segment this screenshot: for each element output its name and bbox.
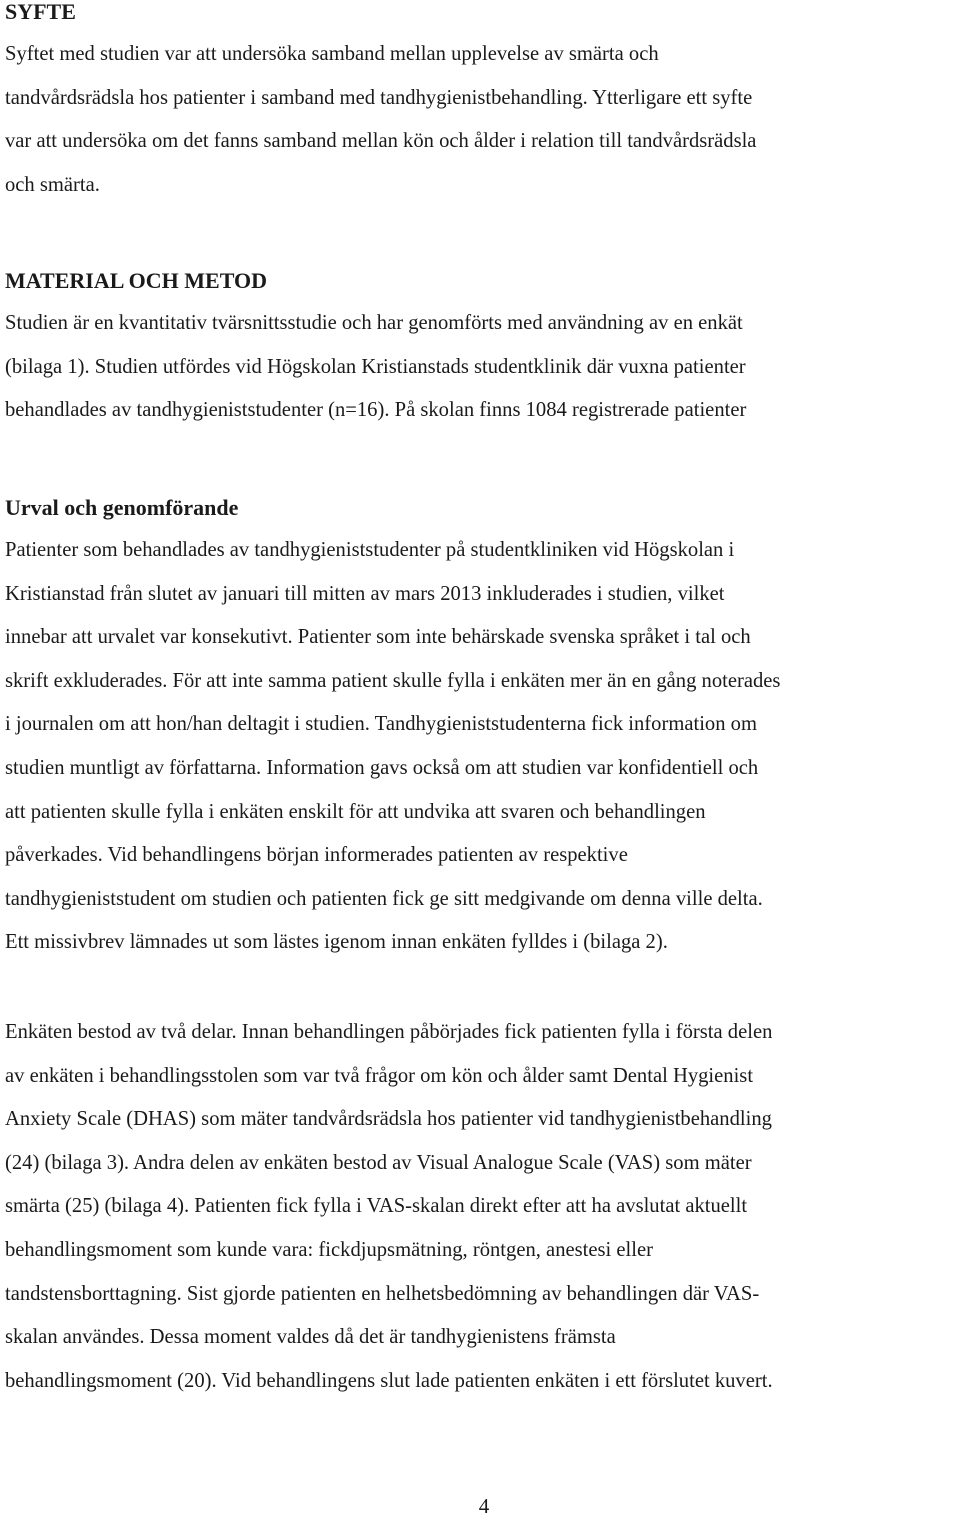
page-number: 4 bbox=[478, 1494, 490, 1518]
text-line: innebar att urvalet var konsekutivt. Patienter som inte behärskade svenska språket i tal och bbox=[5, 626, 751, 649]
text-line: behandlades av tandhygieniststudenter (n=16). På skolan finns 1084 registrerade patienter bbox=[5, 399, 747, 422]
text-line: Enkäten bestod av två delar. Innan behandlingen påbörjades fick patienten fylla i första delen bbox=[5, 1021, 773, 1043]
text-line: behandlingsmoment som kunde vara: fickdjupsmätning, röntgen, anestesi eller bbox=[5, 1238, 653, 1261]
text-line: av enkäten i behandlingsstolen som var två frågor om kön och ålder samt Dental Hygienist bbox=[5, 1064, 754, 1087]
paragraph-enkaten bbox=[5, 1011, 773, 1403]
text-line: skalan användes. Dessa moment valdes då det är tandhygienistens främsta bbox=[5, 1326, 616, 1349]
heading-urval-och-genomforande: Urval och genomförande bbox=[5, 495, 239, 520]
text-line: (bilaga 1). Studien utfördes vid Högskolan Kristianstads studentklinik där vuxna patienter bbox=[5, 355, 746, 378]
text-line: påverkades. Vid behandlingens början informerades patienten av respektive bbox=[5, 844, 628, 867]
section-material-och-metod bbox=[5, 268, 747, 422]
text-line: studien muntligt av författarna. Information gavs också om att studien var konfidentiell och bbox=[5, 756, 759, 779]
text-line: tandvårdsrädsla hos patienter i samband med tandhygienistbehandling. Ytterligare ett syfte bbox=[5, 86, 753, 109]
paragraph-urval bbox=[5, 529, 780, 965]
text-line: behandlingsmoment (20). Vid behandlingens slut lade patienten enkäten i ett förslutet kuvert. bbox=[5, 1369, 773, 1392]
text-line: skrift exkluderades. För att inte samma patient skulle fylla i enkäten mer än en gång noterades bbox=[5, 669, 781, 692]
text-line: Ett missivbrev lämnades ut som lästes igenom innan enkäten fylldes i (bilaga 2). bbox=[5, 931, 668, 954]
text-line: smärta (25) (bilaga 4). Patienten fick fylla i VAS-skalan direkt efter att ha avslutat aktuellt bbox=[5, 1195, 748, 1218]
paragraph-syfte bbox=[5, 33, 756, 207]
text-line: Syftet med studien var att undersöka samband mellan upplevelse av smärta och bbox=[5, 43, 659, 65]
text-line: tandstensborttagning. Sist gjorde patienten en helhetsbedömning av behandlingen där VAS- bbox=[5, 1282, 760, 1305]
text-line: Anxiety Scale (DHAS) som mäter tandvårdsrädsla hos patienter vid tandhygienistbehandling bbox=[5, 1108, 772, 1131]
text-line: tandhygieniststudent om studien och patienten fick ge sitt medgivande om denna ville delta. bbox=[5, 887, 763, 910]
section-urval-och-genomforande bbox=[5, 495, 781, 954]
paragraph-material bbox=[5, 302, 746, 433]
text-line: att patienten skulle fylla i enkäten enskilt för att undvika att svaren och behandlingen bbox=[5, 800, 706, 823]
text-line: (24) (bilaga 3). Andra delen av enkäten bestod av Visual Analogue Scale (VAS) som mäter bbox=[5, 1151, 752, 1174]
text-line: Kristianstad från slutet av januari till mitten av mars 2013 inkluderades i studien, vilket bbox=[5, 582, 725, 605]
text-line: i journalen om att hon/han deltagit i studien. Tandhygieniststudenterna fick information om bbox=[5, 713, 757, 736]
section-syfte bbox=[5, 0, 757, 196]
text-line: Studien är en kvantitativ tvärsnittsstudie och har genomförts med användning av en enkät bbox=[5, 312, 743, 334]
text-line: och smärta. bbox=[5, 173, 100, 196]
heading-material-och-metod: MATERIAL OCH METOD bbox=[5, 268, 267, 293]
text-line: var att undersöka om det fanns samband mellan kön och ålder i relation till tandvårdsrädsla bbox=[5, 130, 757, 153]
text-line: Patienter som behandlades av tandhygieniststudenter på studentkliniken vid Högskolan i bbox=[5, 539, 735, 561]
heading-syfte: SYFTE bbox=[5, 0, 76, 24]
